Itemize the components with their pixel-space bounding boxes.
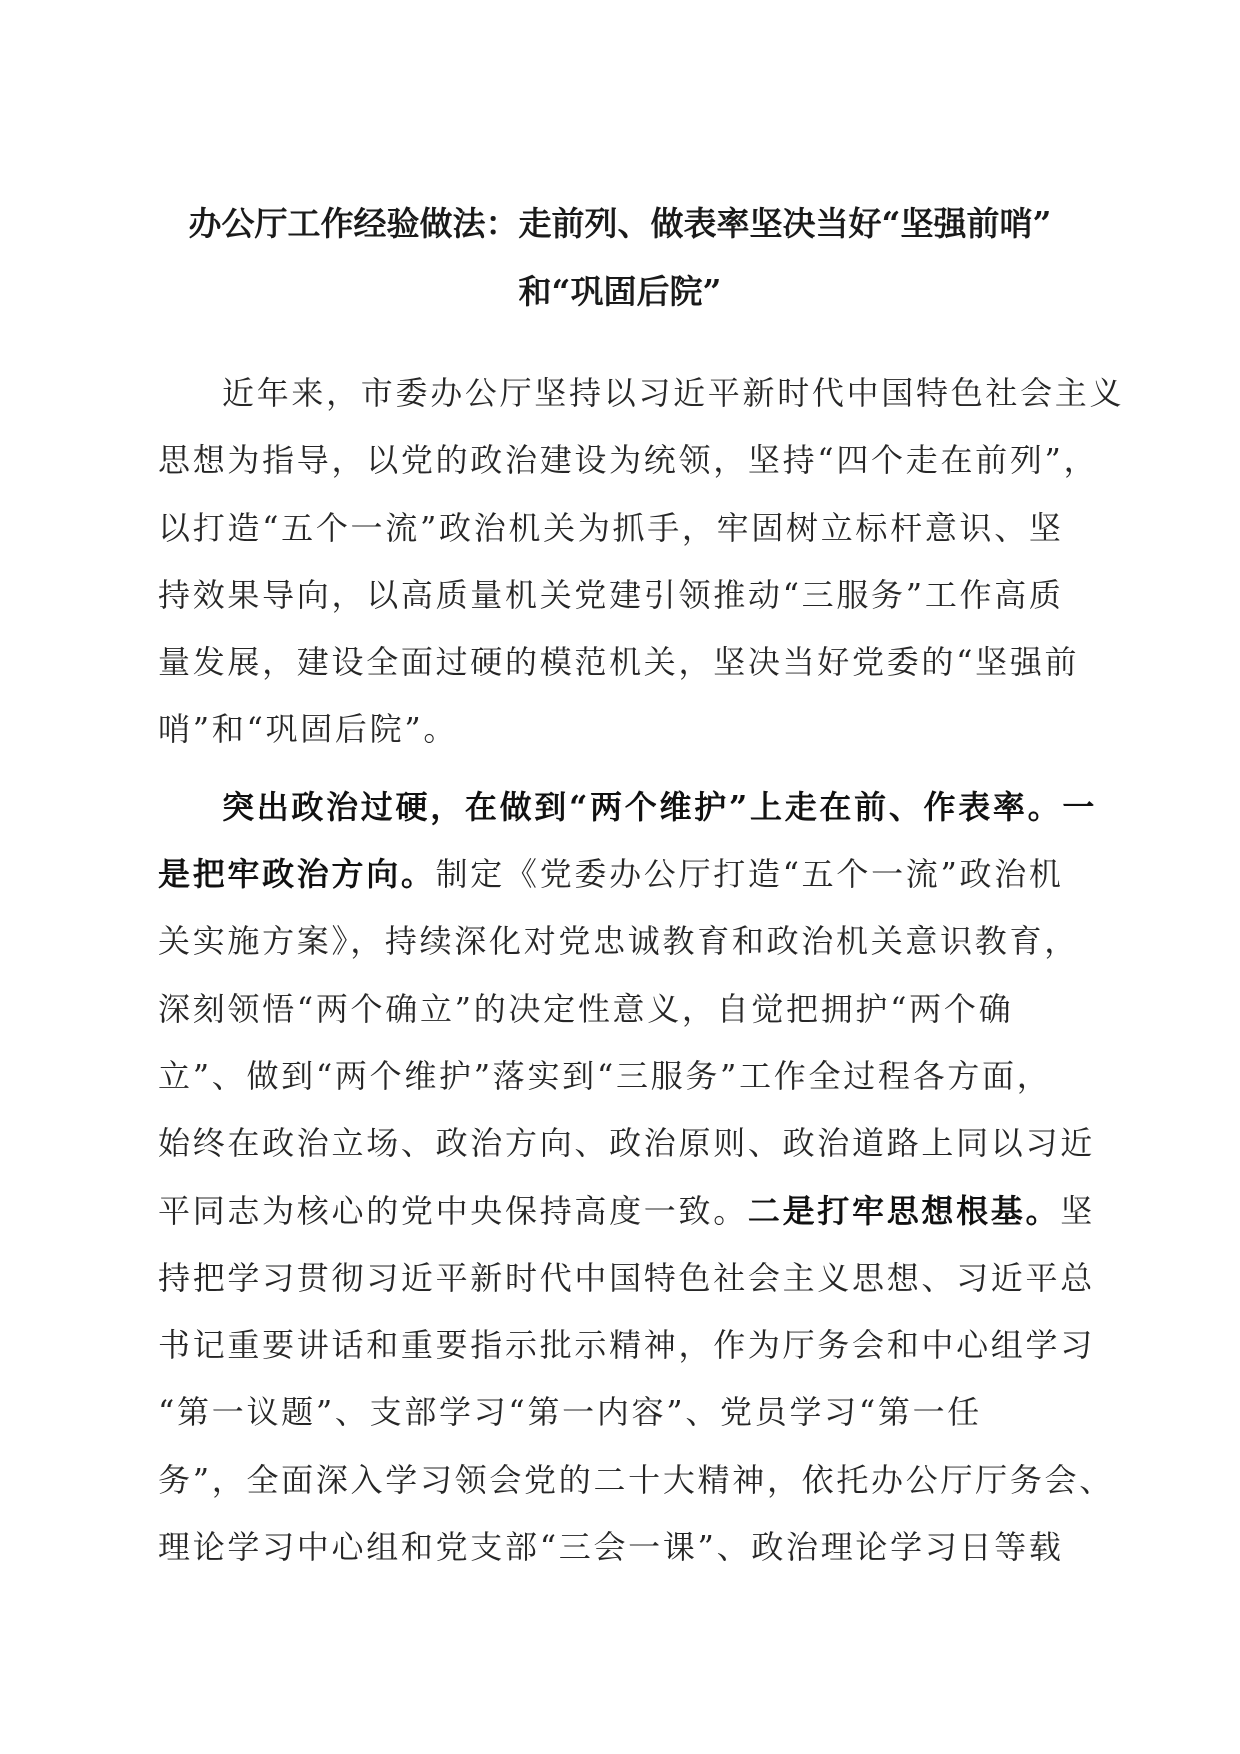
title-line-1: 办公厅工作经验做法：走前列、做表率坚决当好“坚强前哨” bbox=[188, 204, 1052, 243]
paragraph-line: 书记重要讲话和重要指示批示精神，作为厅务会和中心组学习 bbox=[158, 1326, 1095, 1365]
paragraph-line: 立”、做到“两个维护”落实到“三服务”工作全过程各方面， bbox=[158, 1056, 1052, 1095]
paragraph-line: 始终在政治立场、政治方向、政治原则、政治道路上同以习近 bbox=[158, 1124, 1095, 1163]
section-heading: 突出政治过硬，在做到“两个维护”上走在前、作表率。一 bbox=[222, 787, 1098, 826]
paragraph-line: 务”，全面深入学习领会党的二十大精神，依托办公厅厅务会、 bbox=[158, 1460, 1114, 1499]
point-heading-2: 二是打牢思想根基。 bbox=[747, 1191, 1061, 1230]
document-body bbox=[158, 360, 1125, 1581]
title-line-2: 和“巩固后院” bbox=[518, 272, 722, 311]
paragraph-line: 理论学习中心组和党支部“三会一课”、政治理论学习日等载 bbox=[158, 1528, 1064, 1567]
paragraph-spacer bbox=[158, 764, 1088, 774]
paragraph-line: “第一议题”、支部学习“第一内容”、党员学习“第一任 bbox=[158, 1393, 982, 1432]
paragraph-line: 思想为指导，以党的政治建设为统领，坚持“四个走在前列”， bbox=[158, 441, 1099, 480]
paragraph-line: 以打造“五个一流”政治机关为抓手，牢固树立标杆意识、坚 bbox=[158, 508, 1064, 547]
paragraph-line: 深刻领悟“两个确立”的决定性意义，自觉把拥护“两个确 bbox=[158, 989, 1014, 1028]
paragraph-text: 制定《党委办公厅打造“五个一流”政治机 bbox=[435, 855, 1064, 894]
paragraph-line: 量发展，建设全面过硬的模范机关，坚决当好党委的“坚强前 bbox=[158, 643, 1080, 682]
paragraph-line: 近年来，市委办公厅坚持以习近平新时代中国特色社会主义 bbox=[222, 374, 1125, 412]
paragraph-line bbox=[158, 1178, 1095, 1245]
document-title bbox=[140, 190, 1100, 326]
paragraph-line bbox=[158, 774, 1098, 841]
paragraph-line bbox=[158, 841, 1088, 908]
paragraph-line: 持把学习贯彻习近平新时代中国特色社会主义思想、习近平总 bbox=[158, 1258, 1095, 1297]
paragraph-political bbox=[158, 774, 1114, 1582]
paragraph-intro bbox=[158, 360, 1125, 764]
paragraph-text: 平同志为核心的党中央保持高度一致。 bbox=[158, 1191, 748, 1230]
point-heading-1: 是把牢政治方向。 bbox=[158, 855, 436, 894]
paragraph-text: 坚 bbox=[1060, 1191, 1095, 1230]
paragraph-line: 持效果导向，以高质量机关党建引领推动“三服务”工作高质 bbox=[158, 575, 1064, 614]
paragraph-line: 哨”和“巩固后院”。 bbox=[158, 710, 459, 749]
paragraph-line: 关实施方案》，持续深化对党忠诚教育和政治机关意识教育， bbox=[158, 922, 1079, 961]
